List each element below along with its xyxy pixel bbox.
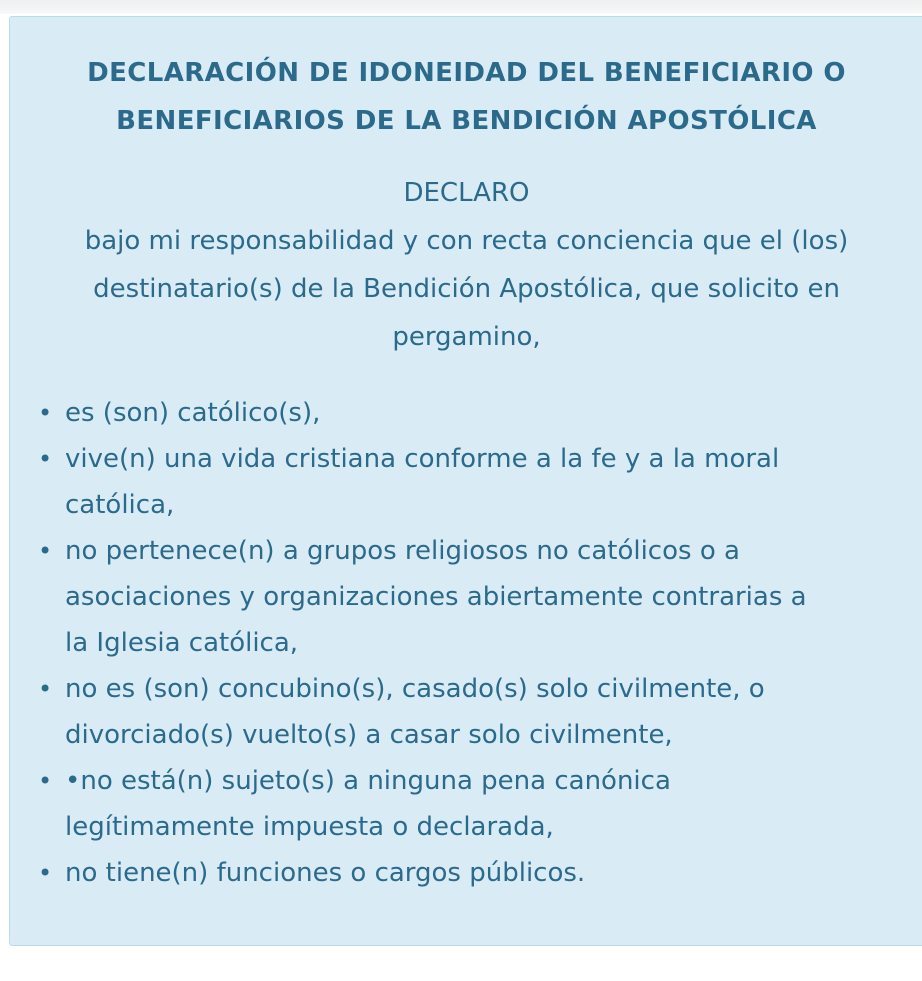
list-item bbox=[10, 528, 922, 666]
bullet-icon: • bbox=[38, 767, 53, 795]
bullet-icon: • bbox=[38, 399, 53, 427]
intro-line-2: destinatario(s) de la Bendición Apostólica, que solicito en bbox=[93, 274, 840, 304]
intro-line-1: bajo mi responsabilidad y con recta conciencia que el (los) bbox=[84, 226, 849, 256]
list-item bbox=[10, 666, 922, 758]
bullet-icon: • bbox=[38, 445, 53, 473]
list-item bbox=[10, 436, 922, 528]
list-item-line: vive(n) una vida cristiana conforme a la fe y a la moral bbox=[65, 444, 780, 474]
declaration-list bbox=[10, 390, 922, 896]
title-line-2: BENEFICIARIOS DE LA BENDICIÓN APOSTÓLICA bbox=[116, 106, 817, 136]
list-item-line: divorciado(s) vuelto(s) a casar solo civilmente, bbox=[65, 720, 673, 750]
intro-line-3: pergamino, bbox=[392, 322, 541, 352]
list-item-line: no pertenece(n) a grupos religiosos no católicos o a bbox=[65, 536, 740, 566]
list-item bbox=[10, 850, 922, 896]
bullet-icon: • bbox=[38, 859, 53, 887]
declaro-heading: DECLARO bbox=[403, 178, 530, 208]
bullet-icon: • bbox=[38, 675, 53, 703]
list-item-line: legítimamente impuesta o declarada, bbox=[65, 812, 554, 842]
declaration-title bbox=[10, 49, 922, 145]
list-item-line: la Iglesia católica, bbox=[65, 628, 299, 658]
declaration-intro bbox=[10, 169, 922, 361]
list-item bbox=[10, 758, 922, 850]
list-item-line: no es (son) concubino(s), casado(s) solo civilmente, o bbox=[65, 674, 765, 704]
title-line-1: DECLARACIÓN DE IDONEIDAD DEL BENEFICIARIO O bbox=[87, 58, 846, 88]
list-item-line: es (son) católico(s), bbox=[65, 398, 321, 428]
list-item-line: •no está(n) sujeto(s) a ninguna pena canónica bbox=[65, 766, 671, 796]
declaration-panel bbox=[9, 16, 922, 946]
bullet-icon: • bbox=[38, 537, 53, 565]
list-item-line: católica, bbox=[65, 490, 175, 520]
top-bar bbox=[0, 0, 922, 14]
list-item bbox=[10, 390, 922, 436]
list-item-line: no tiene(n) funciones o cargos públicos. bbox=[65, 858, 586, 888]
list-item-line: asociaciones y organizaciones abiertamente contrarias a bbox=[65, 582, 807, 612]
